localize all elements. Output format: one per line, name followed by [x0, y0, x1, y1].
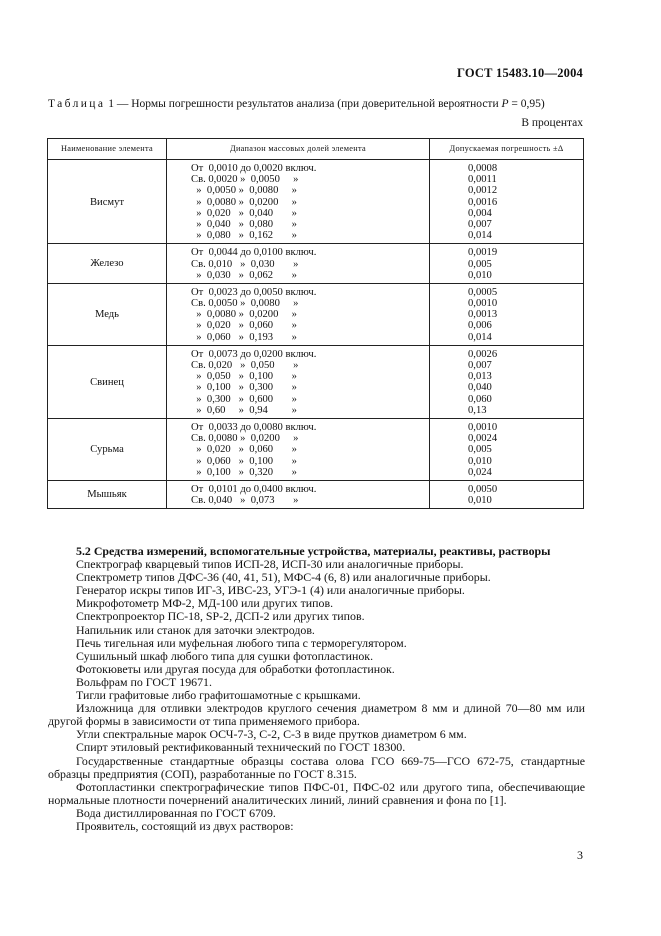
range-line: » 0,100 » 0,300 » [191, 382, 297, 394]
error-value: 0,0026 [468, 348, 498, 360]
range-line: От 0,0033 до 0,0080 включ. [191, 421, 317, 433]
table-caption-word: Таблица [48, 98, 106, 110]
error-value: 0,0013 [468, 309, 498, 321]
range-line: » 0,060 » 0,100 » [191, 455, 297, 467]
range-line: От 0,0073 до 0,0200 включ. [191, 348, 317, 360]
page-number: 3 [577, 848, 583, 862]
section-paragraph: Сушильный шкаф любого типа для сушки фотопластинок. [76, 648, 374, 663]
element-name: Свинец [48, 345, 167, 418]
range-line: » 0,60 » 0,94 » [191, 404, 297, 416]
range-line: Св. 0,020 » 0,050 » [191, 360, 299, 371]
table-caption [48, 98, 591, 110]
table-units: В процентах [521, 117, 583, 129]
range-line: Св. 0,0080 » 0,0200 » [191, 433, 299, 445]
section-paragraph: Вольфрам по ГОСТ 19671. [76, 674, 212, 689]
element-name: Сурьма [48, 418, 167, 480]
range-line: » 0,0080 » 0,0200 » [191, 309, 297, 321]
error-value: 0,0024 [468, 433, 498, 445]
error-cell [430, 418, 584, 480]
table-header-row [48, 139, 584, 160]
section-paragraph: Спектрометр типов ДФС-36 (40, 41, 51), МФС-4 (6, 8) или аналогичные приборы. [76, 570, 491, 585]
range-line: » 0,080 » 0,162 » [191, 230, 297, 242]
table-caption-end: = 0,95) [508, 98, 545, 110]
section-paragraph: Государственные стандартные образцы состава олова ГСО 669-75—ГСО 672-75, стандартные образцы предприятия (СОП), разработанные по ГОСТ 8.315. [48, 753, 585, 781]
error-value: 0,010 [468, 269, 492, 281]
element-name: Железо [48, 244, 167, 284]
element-name: Висмут [48, 160, 167, 244]
error-value: 0,0016 [468, 196, 498, 208]
element-name: Медь [48, 283, 167, 345]
range-cell [167, 418, 430, 480]
error-value: 0,0008 [468, 163, 498, 174]
error-value: 0,005 [468, 444, 492, 456]
error-value: 0,005 [468, 258, 492, 270]
error-value: 0,13 [468, 404, 487, 416]
error-value: 0,040 [468, 382, 492, 394]
range-line: » 0,100 » 0,320 » [191, 466, 297, 478]
range-line: Св. 0,040 » 0,073 » [191, 495, 299, 507]
section-paragraph: Микрофотометр МФ-2, МД-100 или других типов. [76, 596, 334, 611]
range-line: Св. 0,0020 » 0,0050 » [191, 174, 299, 186]
section-paragraph: Угли спектральные марок ОСЧ-7-3, С-2, С-3 в виде прутков диаметром 6 мм. [76, 727, 467, 742]
range-line: » 0,020 » 0,060 » [191, 444, 297, 456]
section-heading: 5.2 Средства измерений, вспомогательные устройства, материалы, реактивы, растворы [76, 544, 551, 558]
error-value: 0,007 [468, 360, 492, 371]
range-line: От 0,0101 до 0,0400 включ. [191, 483, 317, 495]
table-body [48, 160, 584, 509]
section-paragraph: Тигли графитовые либо графитошамотные с крышками. [76, 688, 361, 703]
header-range: Диапазон массовых долей элемента [167, 139, 430, 160]
error-value: 0,0010 [468, 421, 498, 433]
section-paragraph: Фотокюветы или другая посуда для обработки фотопластинок. [76, 661, 395, 676]
range-line: Св. 0,010 » 0,030 » [191, 258, 299, 270]
error-value: 0,010 [468, 495, 492, 507]
range-line: » 0,050 » 0,100 » [191, 371, 297, 383]
table-caption-text: 1 — Нормы погрешности результатов анализа (при доверительной вероятности [105, 98, 502, 110]
range-cell [167, 160, 430, 244]
error-value: 0,004 [468, 207, 492, 219]
section-paragraph: Генератор искры типов ИГ-3, ИВС-23, УГЭ-1 (4) или аналогичные приборы. [76, 583, 465, 598]
header-error: Допускаемая погрешность ±Δ [430, 139, 584, 160]
document-code: ГОСТ 15483.10—2004 [457, 66, 583, 80]
section-paragraph: Спектрограф кварцевый типов ИСП-28, ИСП-30 или аналогичные приборы. [76, 557, 464, 572]
range-cell [167, 283, 430, 345]
error-value: 0,060 [468, 393, 492, 405]
range-line: » 0,020 » 0,040 » [191, 207, 297, 219]
table-row [48, 160, 584, 244]
table-row [48, 345, 584, 418]
range-line: » 0,040 » 0,080 » [191, 218, 297, 230]
range-line: От 0,0023 до 0,0050 включ. [191, 286, 317, 298]
error-value: 0,024 [468, 466, 492, 478]
error-value: 0,0005 [468, 286, 498, 298]
section-paragraph: Спирт этиловый ректификованный технический по ГОСТ 18300. [76, 740, 406, 755]
error-value: 0,0019 [468, 247, 498, 259]
error-value: 0,0011 [468, 174, 497, 186]
error-value: 0,007 [468, 218, 492, 230]
range-line: » 0,020 » 0,060 » [191, 320, 297, 332]
range-line: » 0,0050 » 0,0080 » [191, 185, 297, 197]
table-caption-variable: P [501, 98, 509, 110]
range-line: От 0,0010 до 0,0020 включ. [191, 163, 317, 174]
error-value: 0,0012 [468, 185, 498, 197]
range-cell [167, 480, 430, 508]
error-value: 0,014 [468, 331, 492, 343]
section-paragraph: Изложница для отливки электродов круглого сечения диаметром 8 мм и длиной 70—80 мм или другой формы в зависимости от типа применяемого прибора. [48, 701, 585, 729]
section-paragraph: Печь тигельная или муфельная любого типа с терморегулятором. [76, 635, 407, 650]
error-value: 0,013 [468, 371, 492, 383]
range-cell [167, 244, 430, 284]
section-5-2 [48, 545, 585, 833]
error-cell [430, 480, 584, 508]
range-line: » 0,0080 » 0,0200 » [191, 196, 297, 208]
range-line: От 0,0044 до 0,0100 включ. [191, 247, 317, 259]
table-row [48, 418, 584, 480]
error-value: 0,010 [468, 455, 492, 467]
range-line: Св. 0,0050 » 0,0080 » [191, 298, 299, 310]
range-cell [167, 345, 430, 418]
section-paragraphs [48, 558, 585, 833]
table-row [48, 283, 584, 345]
section-paragraph: Фотопластинки спектрографические типов ПФС-01, ПФС-02 или другого типа, обеспечивающие нормальные плотности почернений аналитических линий, линий сравнения и фона по [1]. [48, 779, 585, 807]
table-row [48, 480, 584, 508]
error-value: 0,014 [468, 230, 492, 242]
error-cell [430, 160, 584, 244]
header-element: Наименование элемента [48, 139, 167, 160]
error-value: 0,0010 [468, 298, 498, 310]
error-cell [430, 345, 584, 418]
error-cell [430, 244, 584, 284]
element-name: Мышьяк [48, 480, 167, 508]
error-value: 0,006 [468, 320, 492, 332]
table-row [48, 244, 584, 284]
section-paragraph: Спектропроектор ПС-18, SP-2, ДСП-2 или других типов. [76, 609, 365, 624]
error-cell [430, 283, 584, 345]
range-line: » 0,060 » 0,193 » [191, 331, 297, 343]
norms-table [47, 138, 584, 509]
range-line: » 0,300 » 0,600 » [191, 393, 297, 405]
range-line: » 0,030 » 0,062 » [191, 269, 297, 281]
section-paragraph: Проявитель, состоящий из двух растворов: [76, 818, 294, 833]
error-value: 0,0050 [468, 483, 498, 495]
section-paragraph: Напильник или станок для заточки электродов. [76, 622, 315, 637]
section-paragraph: Вода дистиллированная по ГОСТ 6709. [76, 805, 276, 820]
